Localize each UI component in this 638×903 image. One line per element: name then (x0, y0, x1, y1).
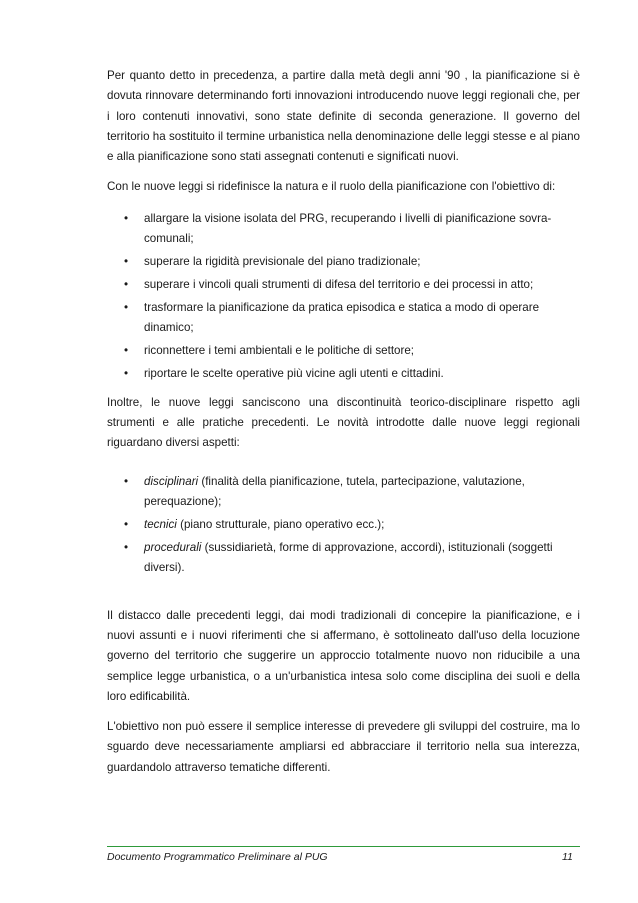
body-text (107, 66, 580, 778)
list-item: • allargare la visione isolata del PRG, recuperando i livelli di pianificazione sovra-comunali; (107, 209, 580, 249)
list-item: • riportare le scelte operative più vicine agli utenti e cittadini. (107, 364, 580, 384)
list-item: • riconnettere i temi ambientali e le politiche di settore; (107, 341, 580, 361)
bullet-icon: • (124, 211, 129, 225)
list-item: • superare la rigidità previsionale del piano tradizionale; (107, 252, 580, 272)
bullet-icon: • (124, 254, 129, 268)
list-item: • tecnici (piano strutturale, piano operativo ecc.); (107, 515, 580, 535)
list-item: • superare i vincoli quali strumenti di difesa del territorio e dei processi in atto; (107, 275, 580, 295)
bullet-icon: • (124, 366, 129, 380)
bullet-icon: • (124, 474, 129, 488)
aspects-list (107, 472, 580, 578)
bullet-icon: • (124, 517, 129, 531)
aspect-term: disciplinari (144, 474, 199, 488)
bullet-icon: • (124, 300, 129, 314)
paragraph-intro: Per quanto detto in precedenza, a partire dalla metà degli anni '90 , la pianificazione si è dovuta rinnovare determinando forti innovazioni introducendo nuove leggi regionali che, per i loro contenuti innovativi, sono state definite di seconda generazione. Il governo del territorio ha sostituito il termine urbanistica nella denominazione delle leggi stesse e al piano e alla pianificazione sono stati assegnati contenuti e significati nuovi. (107, 69, 580, 164)
objectives-list (107, 209, 580, 384)
paragraph-objective: L'obiettivo non può essere il semplice interesse di prevedere gli sviluppi del costruire, ma lo sguardo deve necessariamente ampliarsi ed abbracciare il territorio nella sua interezza, guardandolo attraverso tematiche differenti. (107, 720, 580, 774)
bullet-icon: • (124, 277, 129, 291)
list-item: • disciplinari (finalità della pianificazione, tutela, partecipazione, valutazione, perequazione); (107, 472, 580, 512)
list-item: • trasformare la pianificazione da pratica episodica e statica a modo di operare dinamico; (107, 298, 580, 338)
footer-divider (107, 846, 580, 847)
list-item: • procedurali (sussidiarietà, forme di approvazione, accordi), istituzionali (soggetti diversi). (107, 538, 580, 578)
bullet-icon: • (124, 540, 129, 554)
aspect-term: procedurali (144, 540, 202, 554)
paragraph-novelties: Inoltre, le nuove leggi sanciscono una discontinuità teorico-disciplinare rispetto agli strumenti e alle pratiche precedenti. Le novità introdotte dalle nuove leggi regionali riguardano diversi aspetti: (107, 395, 580, 450)
aspect-term: tecnici (144, 517, 177, 531)
paragraph-objectives-lead: Con le nuove leggi si ridefinisce la natura e il ruolo della pianificazione con l'obiettivo di: (107, 180, 556, 194)
paragraph-governance: Il distacco dalle precedenti leggi, dai modi tradizionali di concepire la pianificazione, e i nuovi assunti e i nuovi riferimenti che si affermano, è sottolineato dall'uso della locuzione governo del territorio che suggerire un approccio totalmente nuovo non riducibile a una semplice legge urbanistica, o a un'urbanistica intesa solo come disciplina dei suoli e della loro edificabilità. (107, 608, 580, 703)
page-number: 11 (562, 851, 573, 863)
footer-title: Documento Programmatico Preliminare al PUG (107, 851, 328, 863)
bullet-icon: • (124, 343, 129, 357)
